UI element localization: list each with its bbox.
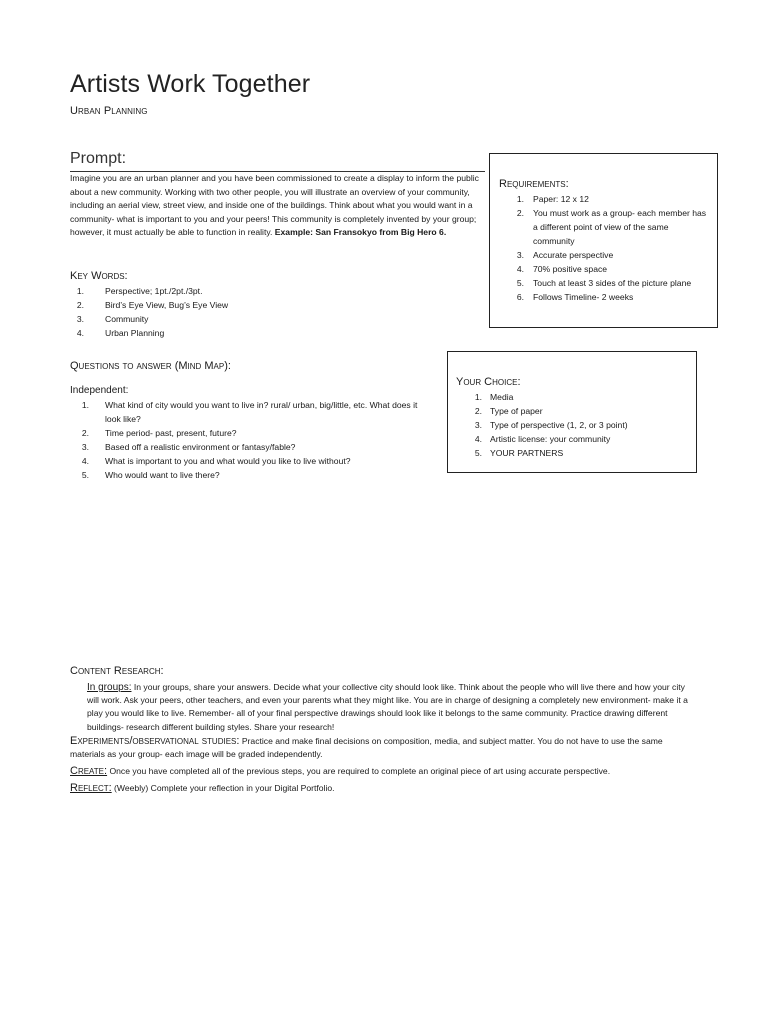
list-item: 5. YOUR PARTNERS (474, 448, 564, 458)
create-text: Once you have completed all of the previous steps, you are required to complete an original piece of art using accurate perspective. (107, 766, 611, 776)
list-item: 2. Time period- past, present, future? (81, 428, 237, 438)
experiments-label: Experiments/observational studies: (70, 735, 240, 747)
reflect-paragraph (70, 782, 698, 795)
your-choice-heading: Your Choice: (456, 376, 521, 388)
requirements-box (489, 153, 718, 328)
content-research-heading: Content Research: (70, 665, 164, 677)
experiments-paragraph (70, 735, 698, 761)
document-subtitle: Urban Planning (70, 105, 148, 117)
list-item: 3. Based off a realistic environment or fantasy/fable? (81, 442, 296, 452)
list-item: 2. Type of paper (474, 406, 543, 416)
key-words-list (70, 284, 450, 340)
list-item: 1. What kind of city would you want to live in? rural/ urban, big/little, etc. What does it look like? (81, 400, 418, 424)
your-choice-list (468, 390, 688, 460)
in-groups-label: In groups: (87, 682, 132, 693)
list-item: 1. Paper: 12 x 12 (516, 194, 589, 204)
list-item: 2. You must work as a group- each member has a different point of view of the same community (516, 208, 707, 246)
requirements-heading: Requirements: (499, 178, 569, 190)
list-item: 4. Artistic license: your community (474, 434, 611, 444)
create-paragraph (70, 765, 698, 778)
reflect-text: (Weebly) Complete your reflection in your Digital Portfolio. (111, 783, 335, 793)
experiments-text: Practice and make final decisions on composition, media, and subject matter. You do not have to use the same materials as your group- each image will be graded independently. (70, 736, 663, 760)
questions-heading: Questions to answer (Mind Map): (70, 360, 231, 372)
list-item: 1. Perspective; 1pt./2pt./3pt. (76, 286, 203, 296)
prompt-text: Imagine you are an urban planner and you have been commissioned to create a display to inform the public about a new community. Working with two other people, you will illustrate an overview of your community, including an aerial view, street view, and inside one of the buildings. Think about what you would want in a community- what is important to you and your peers! This community is completely invented by your group; however, it must actually be able to function in reality. (70, 173, 479, 238)
list-item: 4. 70% positive space (516, 264, 608, 274)
list-item: 1. Media (474, 392, 514, 402)
list-item: 3. Accurate perspective (516, 250, 614, 260)
list-item: 2. Bird’s Eye View, Bug’s Eye View (76, 300, 229, 310)
list-item: 3. Community (76, 314, 149, 324)
reflect-label: Reflect: (70, 782, 112, 794)
list-item: 4. Urban Planning (76, 328, 165, 338)
questions-list (70, 398, 420, 482)
document-title: Artists Work Together (70, 70, 311, 98)
prompt-body (70, 172, 482, 240)
prompt-heading: Prompt: (70, 150, 127, 167)
list-item: 5. Who would want to live there? (81, 470, 220, 480)
your-choice-box (447, 351, 697, 473)
requirements-list (510, 192, 710, 304)
prompt-example: Example: San Fransokyo from Big Hero 6. (274, 227, 447, 238)
independent-heading: Independent: (70, 385, 129, 396)
list-item: 4. What is important to you and what would you like to live without? (81, 456, 351, 466)
in-groups-text: In your groups, share your answers. Decide what your collective city should look like. Think about the people who will live there and how your city will work. Ask your peers, other teachers, and even your parents what they might like. You are in charge of designing a completely new environment- make it a play you would like to live. Remember- all of your final perspective drawings should look like it belongs to the same community. Practice drawing different buildings- research different building styles. Share your research! (87, 682, 688, 732)
list-item: 5. Touch at least 3 sides of the picture plane (516, 278, 692, 288)
list-item: 3. Type of perspective (1, 2, or 3 point) (474, 420, 628, 430)
in-groups-paragraph (87, 681, 699, 734)
key-words-heading: Key Words: (70, 270, 128, 282)
create-label: Create: (70, 765, 108, 777)
list-item: 6. Follows Timeline- 2 weeks (516, 292, 634, 302)
